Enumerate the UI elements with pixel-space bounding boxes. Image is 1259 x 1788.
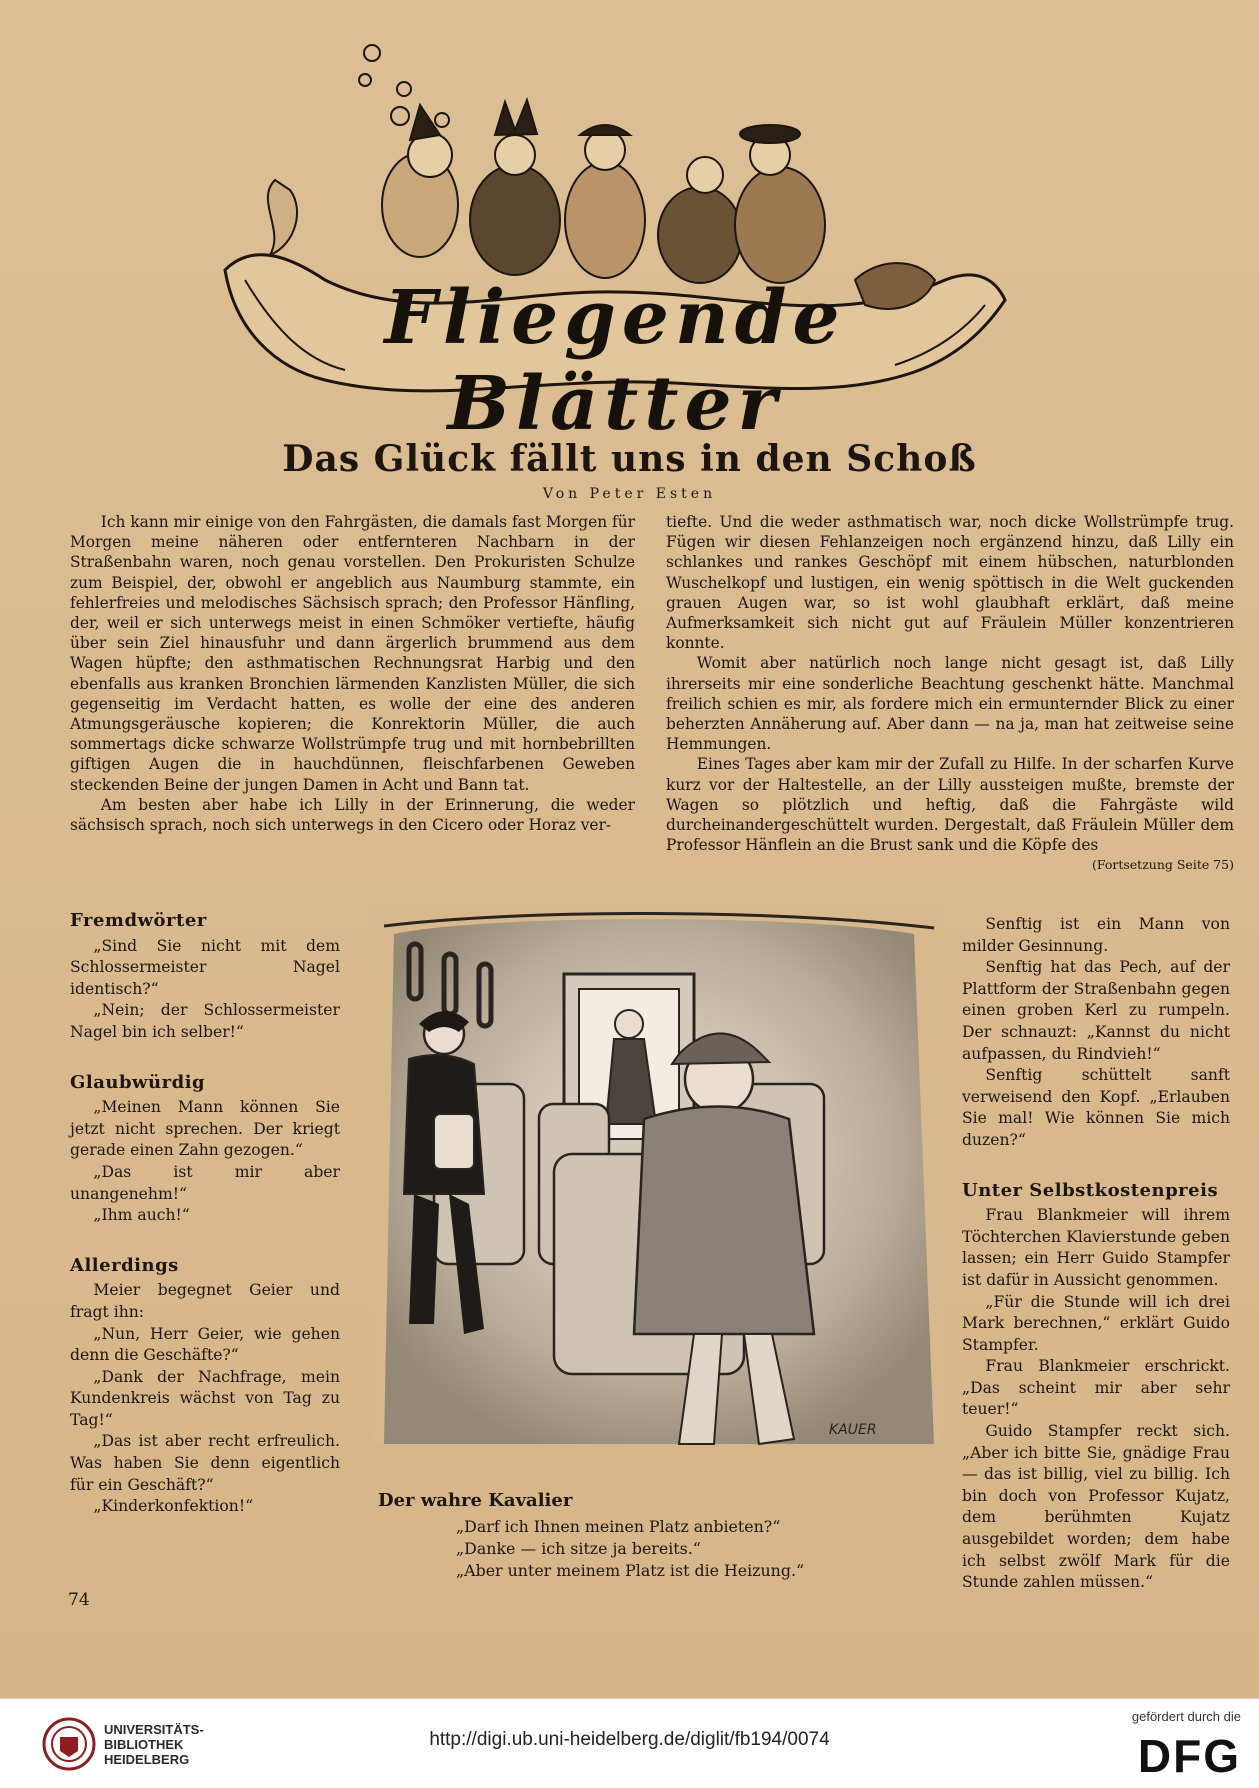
joke-line: Frau Blankmeier will ihrem Töchterchen Klavierstunde geben lassen; ein Herr Guido Stampfer ist dafür in Aussicht genommen. [962, 1206, 1230, 1289]
continuation-note: (Fortsetzung Seite 75) [1091, 857, 1234, 873]
tram-cartoon [374, 904, 942, 1464]
joke-line: „Ihm auch!“ [93, 1206, 190, 1225]
joke-line: „Nun, Herr Geier, wie gehen denn die Geschäfte?“ [70, 1324, 340, 1365]
article-column-left [70, 512, 635, 835]
joke-line: Frau Blankmeier erschrickt. „Das scheint mir aber sehr teuer!“ [962, 1357, 1230, 1419]
masthead-title: Fliegende Blätter [384, 275, 846, 447]
article-paragraph: Am besten aber habe ich Lilly in der Erinnerung, die weder sächsisch sprach, noch sich unterwegs in den Cicero oder Horaz ver- [70, 795, 635, 835]
joke-line: „Kinderkonfektion!“ [93, 1497, 254, 1516]
caption-title: Der wahre Kavalier [378, 1490, 573, 1511]
caption-line: „Darf ich Ihnen meinen Platz anbieten?“ [456, 1517, 781, 1536]
funded-by-label: gefördert durch die [1131, 1709, 1241, 1724]
article-byline: Von Peter Esten [542, 486, 717, 502]
joke-title: Unter Selbstkostenpreis [962, 1179, 1219, 1201]
joke-line: Meier begegnet Geier und fragt ihn: [70, 1281, 340, 1321]
joke-line: „Das ist aber recht erfreulich. Was haben Sie denn eigentlich für ein Geschäft?“ [70, 1432, 340, 1494]
institution-line: UNIVERSITÄTS- [104, 1722, 204, 1737]
joke-line: „Dank der Nachfrage, mein Kundenkreis wächst von Tag zu Tag!“ [70, 1367, 340, 1429]
joke-line: Guido Stampfer reckt sich. „Aber ich bitte Sie, gnädige Frau — das ist billig, viel zu billig. Ich bin doch von Professor Kujatz, dem berühmten Kujatz ausgebildet worden; dem habe ich selbst zwölf Mark für die Stunde zahlen müssen.“ [962, 1422, 1230, 1592]
jokes-column-left [70, 910, 340, 1546]
viewer-footer [0, 1698, 1259, 1788]
article-paragraph: Womit aber natürlich noch lange nicht gesagt ist, daß Lilly ihrerseits mir eine sonderliche Beachtung geschenkt hätte. Manchmal freilich schien es mir, als fordere mich ein ermunternder Blick zu einer beherzten Annäherung auf. Aber dann — na ja, man hat zeitweise seine Hemmungen. [666, 654, 1234, 754]
joke-line: „Sind Sie nicht mit dem Schlossermeister Nagel identisch?“ [70, 936, 340, 998]
article-paragraph: Ich kann mir einige von den Fahrgästen, die damals fast Morgen für Morgen meine näheren oder entfernteren Nachbarn in der Straßenbahn waren, noch genau vorstellen. Den Prokuristen Schulze zum Beispiel, der, obwohl er angeblich aus Naumburg stammte, ein fehlerfreies und melodisches Sächsisch sprach; den Professor Hänfling, der, weil er sich unterwegs meist in einen Schmöker vertiefte, häufig über sein Ziel hinausfuhr und dann ärgerlich brummend aus dem Wagen hüpfte; den asthmatischen Rechnungsrat Harbig und den ebenfalls aus kranken Bronchien lärmenden Kanzlisten Müller, die sich gegenseitig im Verdacht hatten, es wolle der eine des anderen Atmungsgeräusche kopieren; die Konrektorin Müller, die auch sommertags dicke schwarze Wollstrümpfe trug und mit hornbebrillten giftigen Augen die in hauchdünnen, fleischfarbenen Geweben steckenden Beine der jungen Damen in Acht und Bann tat. [70, 513, 635, 794]
cartoon-caption [378, 1490, 878, 1582]
joke-line: „Das ist mir aber unangenehm!“ [70, 1162, 340, 1203]
joke-line: Senftig ist ein Mann von milder Gesinnung. [962, 915, 1230, 955]
masthead-illustration [215, 30, 1015, 447]
joke-line: „Nein; der Schlossermeister Nagel bin ich selber!“ [70, 1001, 340, 1041]
joke-title: Fremdwörter [70, 910, 207, 931]
joke-line: Senftig schüttelt sanft verweisend den Kopf. „Erlauben Sie mal! Wie können Sie mich duzen?“ [962, 1066, 1230, 1149]
page-number: 74 [68, 1590, 90, 1610]
joke-title: Allerdings [70, 1254, 179, 1276]
tram-cartoon-drawing [374, 904, 942, 1464]
institution-line: HEIDELBERG [104, 1752, 190, 1767]
joke-title: Glaubwürdig [70, 1071, 206, 1093]
joke-line: Senftig hat das Pech, auf der Plattform der Straßenbahn gegen einen groben Kerl zu rumpeln. Der schnauzt: „Kannst du nicht aufpassen, du Rindvieh!“ [962, 958, 1230, 1063]
institution-line: BIBLIOTHEK [104, 1737, 184, 1752]
joke-allerdings [70, 1255, 340, 1518]
article-paragraph: Eines Tages aber kam mir der Zufall zu Hilfe. In der scharfen Kurve kurz vor der Haltestelle, an der Lilly aussteigen mußte, bremste der Wagen so plötzlich und heftig, daß die Fahrgäste wild durcheinandergeschüttelt wurden. Dergestalt, daß Fräulein Müller dem Professor Hänflein an die Brust sank und die Köpfe des [666, 755, 1234, 855]
article-paragraph: tiefte. Und die weder asthmatisch war, noch dicke Wollstrümpfe trug. Fügen wir diesen Fehlanzeigen noch ergänzend hinzu, daß Lilly ein schlankes und rankes Geschöpf mit einem hübschen, naturblonden Wuschelkopf und lustigen, ein wenig spöttisch in die Welt guckenden grauen Augen war, so ist wohl glaubhaft erklärt, daß meine Aufmerksamkeit sich nicht gut auf Fräulein Müller konzentrieren konnte. [666, 513, 1234, 653]
article-title: Das Glück fällt uns in den Schoß [282, 438, 977, 480]
joke-fremdwoerter [70, 910, 340, 1044]
joke-line: „Für die Stunde will ich drei Mark berechnen,“ erklärt Guido Stampfer. [962, 1292, 1230, 1354]
dfg-logo: DFG [1137, 1730, 1241, 1782]
joke-glaubwuerdig [70, 1072, 340, 1227]
joke-unter-selbstkostenpreis [962, 1180, 1230, 1594]
caption-line: „Danke — ich sitze ja bereits.“ [456, 1539, 701, 1558]
caption-line: „Aber unter meinem Platz ist die Heizung.“ [456, 1561, 805, 1580]
permalink-url[interactable]: http://digi.ub.uni-heidelberg.de/diglit/fb194/0074 [429, 1729, 830, 1750]
article-column-right [666, 512, 1234, 873]
joke-line: „Meinen Mann können Sie jetzt nicht sprechen. Der kriegt gerade einen Zahn gezogen.“ [70, 1098, 340, 1160]
jokes-column-right [962, 914, 1230, 1622]
joke-senftig [962, 914, 1230, 1152]
cartoon-signature: KAUER [829, 1422, 877, 1438]
